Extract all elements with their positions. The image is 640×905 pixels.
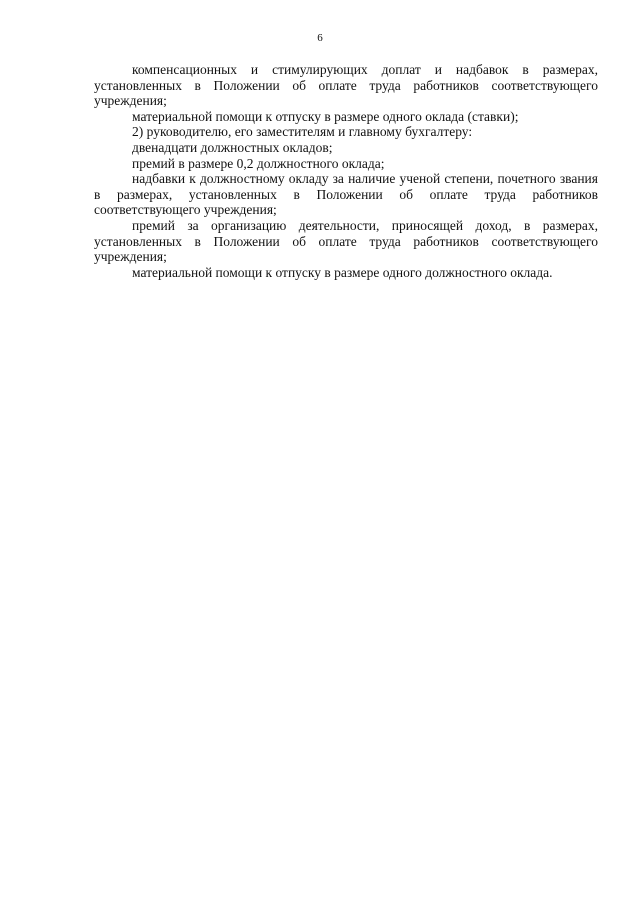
document-body	[94, 62, 598, 280]
paragraph-vacation-aid-salary: материальной помощи к отпуску в размере одного оклада (ставки);	[132, 108, 519, 124]
paragraph-vacation-aid-official-salary: материальной помощи к отпуску в размере одного должностного оклада.	[132, 264, 553, 280]
paragraph-twelve-salaries: двенадцати должностных окладов;	[132, 139, 333, 155]
paragraph-income-activity-bonus: премий за организацию деятельности, приносящей доход, в размерах, установленных в Положении об оплате труда работников соответствующего учреждения;	[94, 217, 598, 265]
paragraph-bonus-0-2: премий в размере 0,2 должностного оклада;	[132, 155, 385, 171]
paragraph-compensation-allowances: компенсационных и стимулирующих доплат и надбавок в размерах, установленных в Положении об оплате труда работников соответствующего учреждения;	[94, 62, 598, 109]
paragraph-head-deputies-accountant: 2) руководителю, его заместителям и главному бухгалтеру:	[132, 124, 473, 140]
page-number: 6	[317, 32, 323, 44]
paragraph-degree-allowance: надбавки к должностному окладу за наличие ученой степени, почетного звания в размерах, установленных в Положении об оплате труда работников соответствующего учреждения;	[94, 171, 598, 218]
